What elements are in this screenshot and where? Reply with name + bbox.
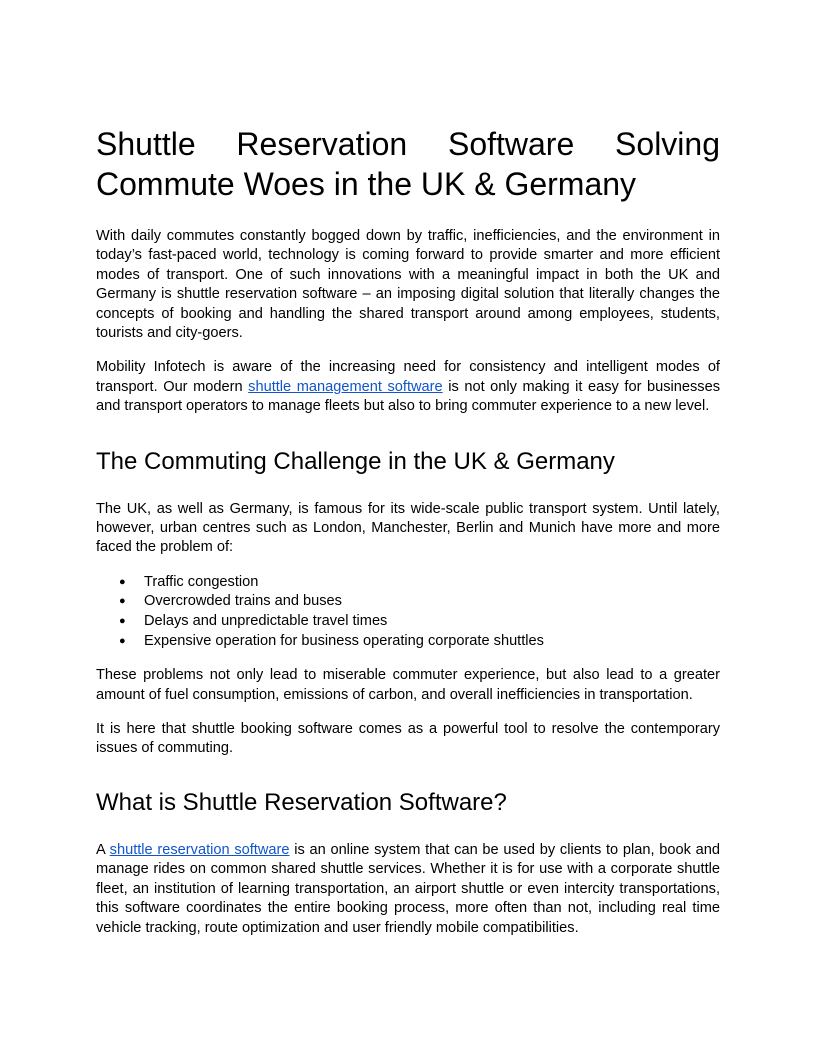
page-title-line-2: Commute Woes in the UK & Germany (96, 166, 637, 202)
commuting-challenge-paragraph: The UK, as well as Germany, is famous for its wide-scale public transport system. Until lately, however, urban centres such as London, Manchester, Berlin and Munich have more and more faced the problem of: (96, 500, 720, 556)
definition-text-before: A (96, 841, 110, 858)
list-item: ● Delays and unpredictable travel times (96, 612, 720, 632)
intro-paragraph: With daily commutes constantly bogged down by traffic, inefficiencies, and the environment in today’s fast-paced world, technology is coming forward to provide smarter and more efficient modes of transport. One of such innovations with a meaningful impact in both the UK and Germany is shuttle reservation software – an imposing digital solution that literally changes the concepts of booking and handling the shared transport around among employees, students, tourists and city-goers. (96, 228, 720, 342)
list-item: ● Overcrowded trains and buses (96, 592, 720, 612)
section-heading-what-is-shuttle-software: What is Shuttle Reservation Software? (96, 788, 507, 816)
problem-list (96, 573, 720, 651)
definition-text-after: is an online system that can be used by clients to plan, book and manage rides on common shared shuttle services. Whether it is for use with a corporate shuttle fleet, an institution of learning transportation, an airport shuttle or even intercity transportations, this software coordinates the entire booking process, more often than not, including real time vehicle tracking, route optimization and user friendly mobile compatibilities. (96, 841, 721, 936)
section-heading-commuting-challenge: The Commuting Challenge in the UK & Germany (96, 447, 615, 475)
page-title-line-1: Shuttle Reservation Software Solving (96, 126, 720, 162)
mobility-text-before: Mobility Infotech is aware of the increasing need for consistency and intelligent modes of transport. Our modern (96, 359, 720, 395)
shuttle-reservation-software-link[interactable]: shuttle reservation software (109, 841, 290, 858)
list-item: ● Expensive operation for business operating corporate shuttles (96, 632, 720, 652)
shuttle-management-software-link[interactable]: shuttle management software (248, 378, 443, 395)
definition-paragraph (96, 841, 720, 938)
list-item: ● Traffic congestion (96, 573, 720, 593)
mobility-paragraph (96, 358, 720, 416)
document-page (96, 124, 720, 938)
solution-intro-paragraph: It is here that shuttle booking software comes as a powerful tool to resolve the contemporary issues of commuting. (96, 721, 720, 757)
problems-consequence-paragraph: These problems not only lead to miserable commuter experience, but also lead to a greater amount of fuel consumption, emissions of carbon, and overall inefficiencies in transportation. (96, 667, 720, 703)
page-title (96, 124, 720, 204)
mobility-text-after: is not only making it easy for businesses and transport operators to manage fleets but also to bring commuter experience to a new level. (96, 378, 721, 415)
